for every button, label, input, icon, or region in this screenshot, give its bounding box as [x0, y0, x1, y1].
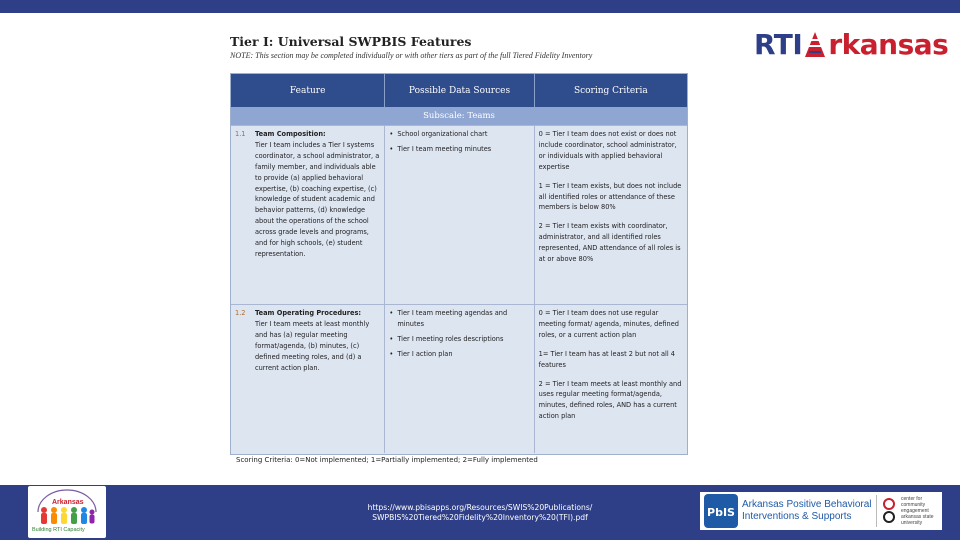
feature-cell	[231, 126, 385, 304]
rti-logo-text: RTI	[754, 27, 803, 61]
sources-cell	[385, 305, 534, 453]
table-header	[231, 74, 687, 107]
header-scoring-criteria: Scoring Criteria	[573, 85, 648, 96]
table-row	[231, 125, 687, 304]
ccee-line: center for	[901, 496, 923, 502]
scoring-legend: Scoring Criteria: 0=Not implemented; 1=Partially implemented; 2=Fully implemented	[236, 456, 538, 464]
ccee-mark-icon	[880, 497, 898, 525]
arkansas-logo-text: rkansas	[828, 27, 949, 61]
document-title: Tier I: Universal SWPBIS Features	[230, 34, 472, 49]
left-logo-arkansas: Arkansas	[52, 499, 84, 506]
ccee-logo	[876, 495, 938, 527]
citation-line-2: SWPBIS%20Tiered%20Fidelity%20Inventory%20(TFI).pdf	[372, 513, 588, 522]
criteria-text: 1 = Tier I team exists, but does not include all identified roles or attendance of these members is below 80%	[538, 181, 682, 212]
source-text: Tier I action plan	[397, 349, 453, 358]
feature-cell	[231, 305, 385, 453]
feature-description: Tier I team meets at least monthly and has (a) regular meeting format/agenda, (b) minutes, (c) defined meeting roles, and (d) a current action plan.	[255, 319, 370, 372]
criteria-cell	[535, 126, 687, 304]
pbis-mark-icon	[704, 494, 738, 528]
apbis-line-1: Arkansas Positive Behavioral	[742, 499, 872, 510]
criteria-cell	[535, 305, 687, 453]
source-text: Tier I meeting roles descriptions	[397, 334, 504, 343]
feature-description: Tier I team includes a Tier I systems coordinator, a school administrator, a family member, and individuals able to provide (a) applied behavioral expertise, (b) coaching expertise, (c) knowledge of student academic and behavior patterns, (d) knowledge about the operations of the school across grade levels and programs, and for high schools, (e) student representation.	[255, 140, 380, 258]
feature-number: 1.1	[235, 130, 246, 138]
top-bar	[0, 0, 960, 13]
document-note: NOTE: This section may be completed individually or with other tiers as part of the full Tiered Fidelity Inventory	[230, 51, 593, 60]
left-logo-caption: Building RTI Capacity	[32, 527, 85, 533]
ccee-line: arkansas state	[901, 514, 934, 520]
subscale-teams: Subscale: Teams	[231, 107, 687, 125]
table-row	[231, 304, 687, 453]
ccee-line: community	[901, 502, 926, 508]
criteria-text: 2 = Tier I team meets at least monthly and uses regular meeting format/agenda, minutes, defined roles, AND has a current action plan	[538, 379, 682, 421]
citation-line-1: https://www.pbisapps.org/Resources/SWIS%20Publications/	[367, 503, 593, 512]
list-item: • Tier I meeting roles descriptions	[389, 334, 504, 343]
arkansas-pbis-logo	[700, 492, 942, 530]
list-item: • Tier I team meeting agendas and minutes	[389, 308, 529, 330]
apbis-line-2: Interventions & Supports	[742, 511, 852, 522]
source-text: Tier I team meeting agendas and minutes	[397, 309, 508, 328]
criteria-text: 0 = Tier I team does not exist or does not include coordinator, school administrator, or individuals with applied behavioral expertise	[538, 130, 677, 171]
list-item: • Tier I action plan	[389, 349, 453, 358]
list-item: • School organizational chart	[389, 130, 488, 138]
header-data-sources: Possible Data Sources	[385, 74, 534, 107]
list-item: • Tier I team meeting minutes	[389, 144, 492, 153]
feature-number: 1.2	[235, 309, 246, 317]
criteria-text: 0 = Tier I team does not use regular meeting format/ agenda, minutes, defined roles, or a current action plan	[538, 309, 679, 339]
features-table	[230, 73, 688, 455]
arkansas-a-icon	[804, 29, 826, 59]
rti-arkansas-logo	[754, 27, 948, 61]
source-text: School organizational chart	[397, 130, 488, 138]
document-header	[230, 34, 690, 60]
sources-cell	[385, 126, 534, 304]
ccee-text	[901, 496, 934, 526]
building-rti-capacity-logo	[28, 486, 106, 538]
source-text: Tier I team meeting minutes	[397, 144, 492, 153]
source-citation	[320, 503, 640, 523]
feature-title: Team Composition:	[255, 130, 326, 138]
criteria-text: 1= Tier I team has at least 2 but not all 4 features	[538, 349, 675, 369]
feature-title: Team Operating Procedures:	[255, 309, 362, 317]
header-feature: Feature	[231, 74, 385, 107]
apbis-text	[742, 499, 872, 523]
ccee-line: university	[901, 520, 923, 526]
pbis-mark-text: PbIS	[707, 506, 735, 519]
criteria-text: 2 = Tier I team exists with coordinator, administrator, and all identified roles represented, AND attendance of all roles is at or above 80%	[538, 222, 681, 264]
ccee-line: engagement	[901, 508, 929, 514]
